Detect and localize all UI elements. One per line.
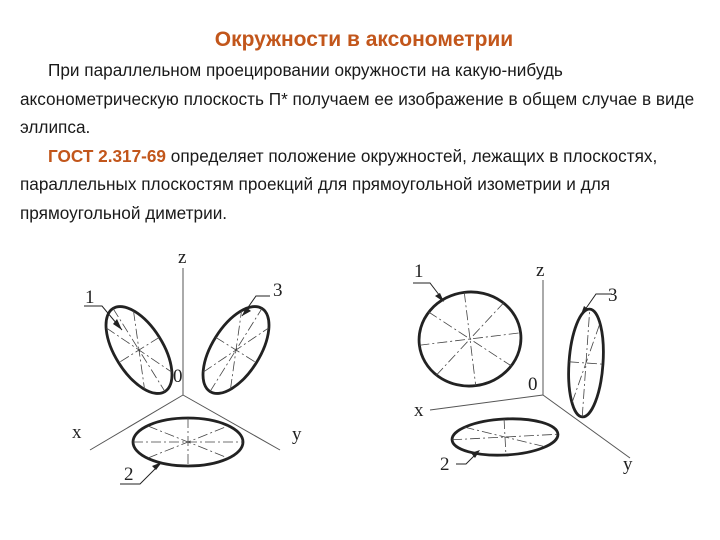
isometric-labels <box>72 247 302 485</box>
label-1: 1 <box>414 261 424 282</box>
paragraph-1: При параллельном проецировании окружности на какую-нибудь аксонометрическую плоскость П* получаем ее изображение в общем случае в виде эллипса. <box>20 60 695 137</box>
leader-1 <box>84 306 122 330</box>
dimetric-axes <box>430 280 630 458</box>
slide-title: Окружности в аксонометрии <box>214 28 514 51</box>
dimetric-ellipse-3 <box>565 308 606 418</box>
label-y: y <box>292 424 302 445</box>
isometric-figure <box>84 268 282 484</box>
label-1: 1 <box>85 287 95 308</box>
dimetric-labels <box>414 260 633 475</box>
label-x: x <box>72 422 82 443</box>
paragraph-2-text: определяет положение окружностей, лежащих в плоскостях, параллельных плоскостям проекций для прямоугольной изометрии и для прямоугольной диметрии. <box>20 145 658 223</box>
label-y: y <box>623 454 633 475</box>
isometric-ellipse-2 <box>133 418 243 466</box>
label-x: x <box>414 400 424 421</box>
label-origin: 0 <box>173 366 183 387</box>
dimetric-figure <box>413 280 630 464</box>
isometric-ellipse-3 <box>190 296 283 405</box>
dimetric-ellipse-1 <box>414 286 527 392</box>
gost-reference: ГОСТ 2.317-69 <box>48 145 166 166</box>
isometric-axes <box>90 268 280 450</box>
label-z: z <box>536 260 545 281</box>
x-axis-line <box>430 395 543 410</box>
dimetric-ellipse-2 <box>451 416 559 457</box>
label-2: 2 <box>440 454 450 475</box>
isometric-leaders <box>84 296 270 484</box>
label-3: 3 <box>608 285 618 306</box>
label-z: z <box>178 247 187 268</box>
label-2: 2 <box>124 464 134 485</box>
label-origin: 0 <box>528 374 538 395</box>
label-3: 3 <box>273 280 283 301</box>
y-axis-line <box>543 395 630 458</box>
